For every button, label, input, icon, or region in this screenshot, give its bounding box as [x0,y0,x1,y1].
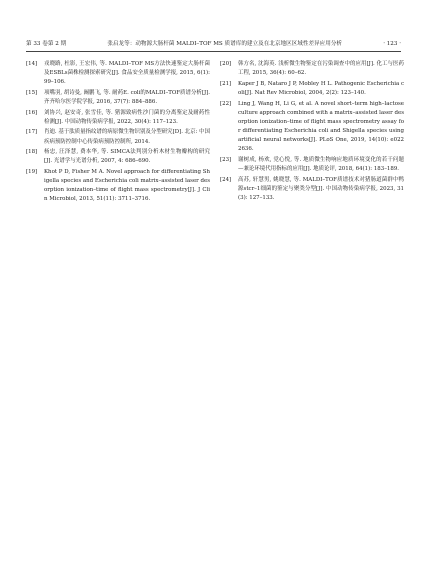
reference-text: Ling J, Wang H, Li G, et al. A novel short–term high–lactose culture approach combined with a matrix–assisted laser desorption ionization–time of flight mass spectrometry assay for differentiating Escherichia coli and Shigella species using artificial neural networks[J]. PLoS One, 2019, 14(10): e0222636. [238,100,404,153]
reference-item [26,168,210,204]
reference-item [26,148,210,166]
reference-item [220,156,404,174]
reference-item [26,109,210,127]
reference-text: 刘协兴, 赵安奇, 张雪佳, 等. 猪源致病性沙门菌的分离鉴定及耐药性检测[J]. 中国动物传染病学报, 2022, 30(4): 117–123. [44,109,210,125]
reference-item [26,128,210,146]
reference-number: [24] [220,176,232,183]
reference-text: Kaper J B, Nataro J P, Mobley H L. Pathogenic Escherichia coli[J]. Nat Rev Microbiol, 2004, 2(2): 123–140. [238,80,404,96]
reference-item [220,60,404,78]
reference-number: [22] [220,100,232,107]
reference-number: [23] [220,156,232,163]
header-title: 张启龙等：动物源大肠杆菌 MALDI–TOF MS 质谱库的建立及在北京地区区域性差异应用分析 [107,41,343,47]
reference-text: 肖迪. 基于肽质量指纹谱的病原微生物识别及分型研究[D]. 北京: 中国疾病预防控制中心传染病预防控制所, 2014. [44,129,210,145]
reference-number: [15] [26,89,38,96]
reference-number: [14] [26,61,38,67]
running-header [26,38,401,50]
references-right-column [220,60,404,204]
reference-text: 高苏, 轩慧男, 姚晓慧, 等. MALDI–TOF质谱技术对猪肠道菌群中鸭源stcr–1细菌的鉴定与聚类分型[J]. 中国动物传染病学报, 2023, 31(3): 127–133. [238,176,404,201]
header-page-number: · 123 · [383,41,401,47]
references-left-column [26,60,210,206]
header-rule [26,51,401,52]
reference-text: 韩方名, 沈海英. 浅析微生物鉴定在污染调查中的应用[J]. 化工与医药工程, 2015, 36(4): 60–62. [238,61,404,77]
reference-item [220,100,404,155]
reference-text: 戎晓路, 杜影, 王宏伟, 等. MALDI–TOF MS方法快速鉴定大肠杆菌及ESBLs菌株检测探索研究[J]. 食品安全质量检测学报, 2015, 6(1): 99–106. [44,61,210,86]
reference-text: 杨忠, 汪泽慧, 费本华, 等. SIMCA法判别分析木材生物瓣构的研究[J]. 光谱学与光谱分析, 2007, 4: 686–690. [44,149,210,165]
reference-item [26,60,210,87]
reference-number: [16] [26,109,38,116]
reference-item [220,176,404,203]
reference-number: [20] [220,61,232,67]
reference-item [220,80,404,98]
reference-text: 项嘴羽, 胡诗曼, 阚鹏飞, 等. 耐药E. coli的MALDI–TOF质谱分析[J]. 齐齐哈尔医学院学报, 2016, 37(7): 884–886. [44,89,210,105]
reference-text: Khot P D, Fisher M A. Novel approach for differentiating Shigella species and Escherichia coli matrix–assisted laser desorption ionization–time of flight mass spectrometry[J]. J Clin Microbiol, 2013, 51(11): 3711–3716. [44,169,210,203]
reference-number: [17] [26,129,38,136]
reference-number: [18] [26,149,38,156]
reference-item [26,89,210,107]
reference-number: [19] [26,169,38,175]
reference-number: [21] [220,80,232,87]
header-issue: 第 33 卷第 2 期 [26,41,67,47]
reference-text: 谢树成, 杨欢, 党心悦, 等. 地质微生物响应地质环境变化的若干问题—兼论环境代用指标的应用[J]. 地质论评, 2018, 64(1): 183–189. [238,156,404,172]
